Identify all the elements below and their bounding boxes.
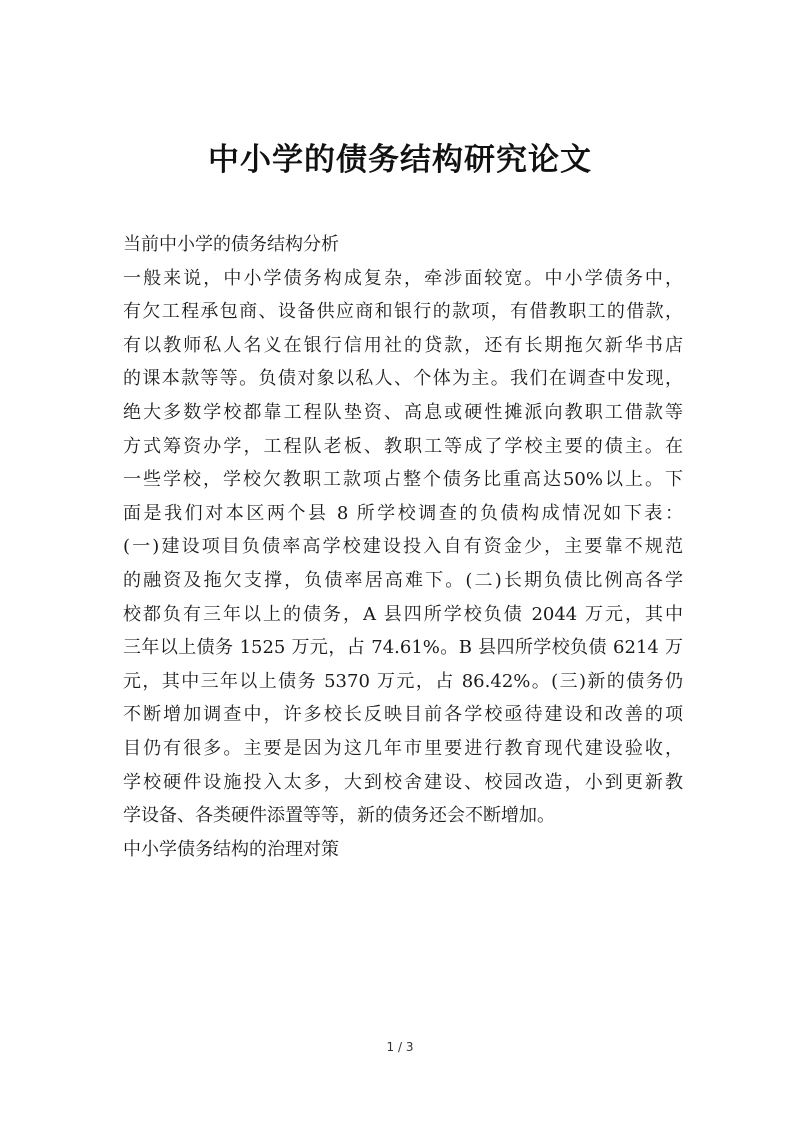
paragraph-line: 一般来说，中小学债务构成复杂，牵涉面较宽。中小学债务中， (123, 267, 683, 289)
page-number: 1 / 3 (386, 1040, 414, 1054)
paragraph-line: 学设备、各类硬件添置等等，新的债务还会不断增加。 (123, 805, 555, 827)
paragraph-line: 目仍有很多。主要是因为这几年市里要进行教育现代建设验收， (123, 737, 683, 759)
section-heading: 当前中小学的债务结构分析 (123, 234, 339, 255)
paragraph-line: 三年以上债务 1525 万元，占 74.61%。B 县四所学校负债 6214 万 (123, 637, 683, 659)
document-title: 中小学的债务结构研究论文 (208, 142, 592, 178)
document-body (123, 228, 683, 866)
paragraph-line: 不断增加调查中，许多校长反映目前各学校亟待建设和改善的项 (123, 704, 683, 726)
paragraph-line: 元，其中三年以上债务 5370 万元，占 86.42%。(三)新的债务仍 (123, 670, 683, 692)
paragraph-line: 的课本款等等。负债对象以私人、个体为主。我们在调查中发现， (123, 368, 683, 390)
paragraph-line: 有以教师私人名义在银行信用社的贷款，还有长期拖欠新华书店 (123, 334, 683, 356)
paragraph-line: 面是我们对本区两个县 8 所学校调查的负债构成情况如下表： (123, 502, 683, 524)
paragraph-line: 一些学校，学校欠教职工款项占整个债务比重高达50%以上。下 (123, 469, 683, 491)
paragraph-line: 学校硬件设施投入太多，大到校舍建设、校园改造，小到更新教 (123, 771, 683, 793)
paragraph-line: 有欠工程承包商、设备供应商和银行的款项，有借教职工的借款， (123, 301, 683, 323)
paragraph-line: 方式筹资办学，工程队老板、教职工等成了学校主要的债主。在 (123, 435, 683, 457)
paragraph-line: 的融资及拖欠支撑，负债率居高难下。(二)长期负债比例高各学 (123, 569, 683, 591)
paragraph-line: (一)建设项目负债率高学校建设投入自有资金少，主要靠不规范 (123, 536, 683, 558)
paragraph-line: 绝大多数学校都靠工程队垫资、高息或硬性摊派向教职工借款等 (123, 401, 683, 423)
section-heading: 中小学债务结构的治理对策 (123, 838, 339, 860)
paragraph-line: 校都负有三年以上的债务，A 县四所学校负债 2044 万元，其中 (123, 603, 683, 625)
